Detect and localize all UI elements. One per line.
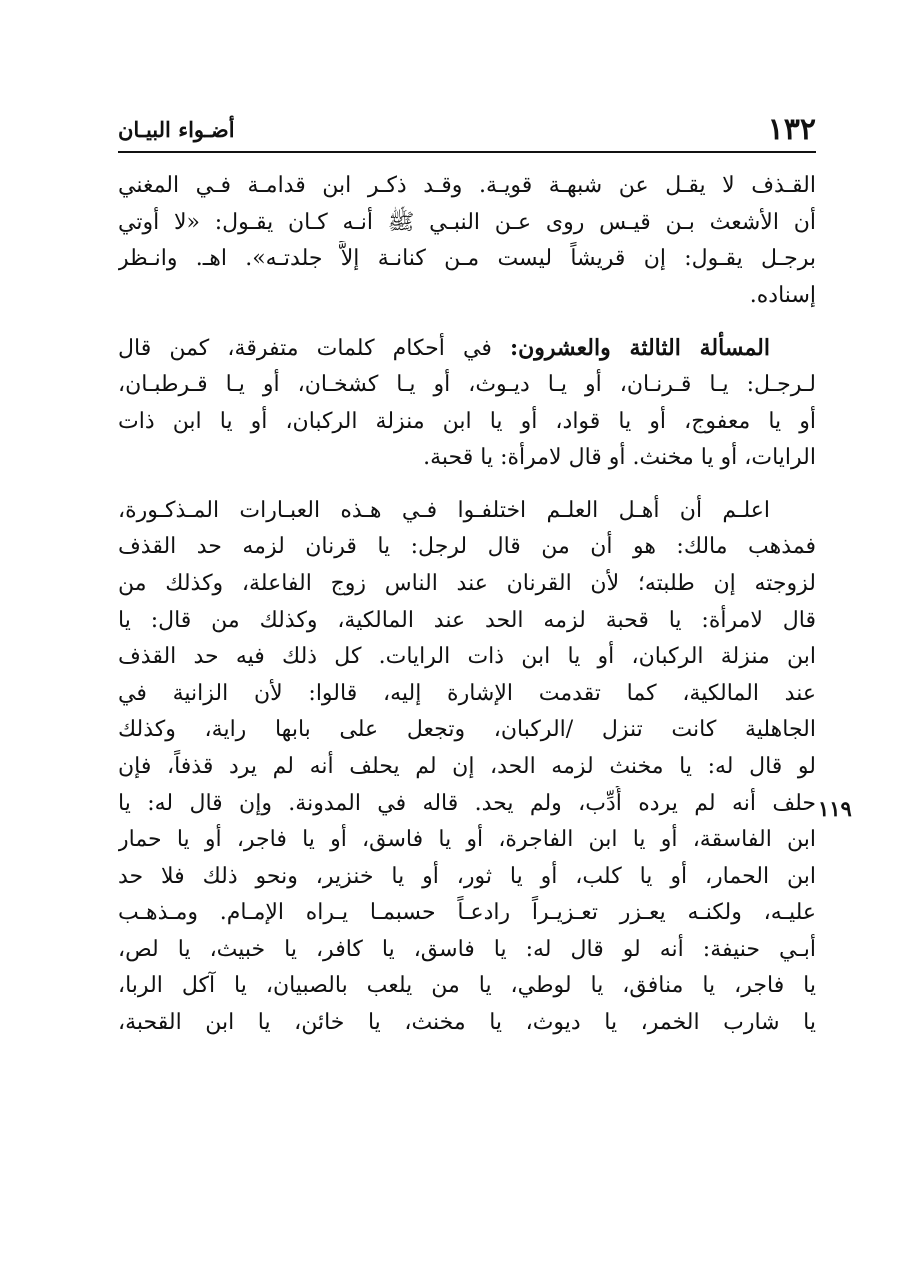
text-line: لزوجته إن طلبته؛ لأن القرنان عند الناس زوج الفاعلة، وكذلك من xyxy=(118,570,816,596)
text-line: اعلـم أن أهـل العلـم اختلفـوا فـي هـذه العبـارات المـذكـورة، xyxy=(118,497,770,523)
text-line: عليـه، ولكنـه يعـزر تعـزيـراً رادعـاً حسبمـا يـراه الإمـام. ومـذهـب xyxy=(118,900,816,926)
section-heading-text: في أحكام كلمات متفرقة، كمن قال xyxy=(118,336,492,362)
text-line: قال لامرأة: يا قحبة لزمه الحد عند المالكية، وكذلك من قال: يا xyxy=(118,607,816,633)
book-title: أضـواء البيـان xyxy=(118,117,235,142)
text-line: فمذهب مالك: هو أن من قال لرجل: يا قرنان لزمه حد القذف xyxy=(118,534,816,560)
text-line: عند المالكية، كما تقدمت الإشارة إليه، قالوا: لأن الزانية في xyxy=(118,680,816,706)
paragraph-gap xyxy=(118,477,816,493)
text-line: ابن منزلة الركبان، أو يا ابن ذات الرايات. كل ذلك فيه حد القذف xyxy=(118,644,816,670)
text-line: لـرجـل: يـا قـرنـان، أو يـا ديـوث، أو يـا كشخـان، أو يـا قـرطبـان، xyxy=(118,371,816,397)
text-line: برجـل يقـول: إن قريشاً ليست مـن كنانـة إلاَّ جلدتـه». اهـ. وانـظر xyxy=(118,246,816,272)
text-line: إسناده. xyxy=(749,282,816,308)
text-line: أن الأشعث بـن قيـس روى عـن النبـي ﷺ أنـه كـان يقـول: «لا أوتي xyxy=(118,209,816,235)
paragraph-gap xyxy=(118,314,816,330)
margin-page-reference: ١١٩ xyxy=(818,796,852,821)
text-line: أو يا معفوج، أو يا قواد، أو يا ابن منزلة الركبان، أو يا ابن ذات xyxy=(118,408,816,434)
text-line: ابن الفاسقة، أو يا ابن الفاجرة، أو يا فاسق، أو يا فاجر، أو يا حمار xyxy=(118,827,816,853)
text-line: حلف أنه لم يرده أُدِّب، ولم يحد. قاله في المدونة. وإن قال له: يا xyxy=(118,790,816,816)
text-line: الجاهلية كانت تنزل /الركبان، وتجعل على بابها راية، وكذلك xyxy=(118,717,816,743)
text-line: الرايات، أو يا مخنث. أو قال لامرأة: يا قحبة. xyxy=(423,445,816,471)
text-line: يا شارب الخمر، يا ديوث، يا مخنث، يا خائن، يا ابن القحبة، xyxy=(118,1010,816,1036)
body-text xyxy=(118,168,816,1042)
section-heading-line xyxy=(118,330,816,367)
page-number: ١٣٢ xyxy=(767,112,816,147)
section-heading: المسألة الثالثة والعشرون: xyxy=(510,335,770,362)
header-divider xyxy=(118,151,816,153)
text-line: يا فاجر، يا منافق، يا لوطي، يا من يلعب بالصبيان، يا آكل الربا، xyxy=(118,973,816,999)
text-line: ابن الحمار، أو يا كلب، أو يا ثور، أو يا خنزير، ونحو ذلك فلا حد xyxy=(118,863,816,889)
text-line: القـذف لا يقـل عن شبهـة قويـة. وقـد ذكـر ابن قدامـة فـي المغني xyxy=(118,173,816,198)
text-line: أبـي حنيفة: أنه لو قال له: يا فاسق، يا كافر، يا خبيث، يا لص، xyxy=(118,936,816,962)
text-line: لو قال له: يا مخنث لزمه الحد، إن لم يحلف أنه لم يرد قذفاً، فإن xyxy=(118,753,816,779)
page-header xyxy=(118,112,816,148)
